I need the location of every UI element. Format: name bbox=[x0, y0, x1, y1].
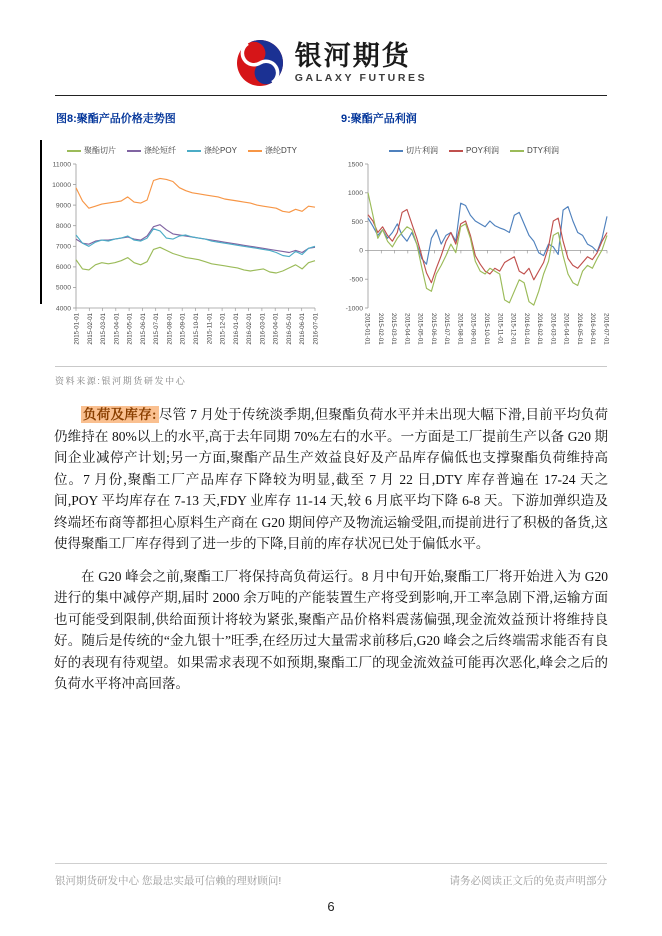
svg-text:2015-04-01: 2015-04-01 bbox=[403, 313, 411, 345]
legend-label: POY利润 bbox=[466, 146, 499, 155]
legend-label: 聚酯切片 bbox=[84, 146, 117, 155]
figure9-title: 9:聚酯产品利润 bbox=[341, 113, 417, 125]
svg-text:2016-07-01: 2016-07-01 bbox=[602, 313, 610, 345]
svg-text:2015-06-01: 2015-06-01 bbox=[139, 313, 147, 345]
legend-item bbox=[510, 145, 559, 156]
galaxy-futures-logo-icon bbox=[235, 38, 285, 88]
svg-text:2016-06-01: 2016-06-01 bbox=[589, 313, 597, 345]
svg-text:2015-03-01: 2015-03-01 bbox=[390, 313, 398, 345]
legend-item bbox=[67, 145, 116, 156]
svg-text:0: 0 bbox=[359, 247, 363, 255]
svg-text:2016-01-01: 2016-01-01 bbox=[522, 313, 530, 345]
header bbox=[0, 0, 662, 88]
svg-text:6000: 6000 bbox=[55, 264, 71, 272]
chart-legend bbox=[42, 145, 322, 156]
svg-text:2016-03-01: 2016-03-01 bbox=[259, 313, 267, 345]
legend-swatch bbox=[389, 150, 403, 152]
legend-swatch bbox=[187, 150, 201, 152]
svg-text:2016-01-01: 2016-01-01 bbox=[232, 313, 240, 345]
legend-swatch bbox=[248, 150, 262, 152]
svg-text:2016-04-01: 2016-04-01 bbox=[562, 313, 570, 345]
legend-swatch bbox=[67, 150, 81, 152]
svg-text:2015-10-01: 2015-10-01 bbox=[483, 313, 490, 345]
brand-text bbox=[295, 42, 427, 83]
svg-text:2015-08-01: 2015-08-01 bbox=[166, 313, 174, 345]
body-text bbox=[0, 404, 662, 695]
series-line bbox=[76, 178, 315, 212]
svg-text:2016-02-01: 2016-02-01 bbox=[246, 313, 254, 345]
svg-text:2015-09-01: 2015-09-01 bbox=[179, 313, 187, 345]
figure-titles-row bbox=[0, 110, 662, 126]
svg-text:2015-05-01: 2015-05-01 bbox=[416, 313, 424, 345]
svg-text:7000: 7000 bbox=[55, 243, 71, 251]
charts-row bbox=[0, 138, 662, 362]
svg-text:2016-07-01: 2016-07-01 bbox=[312, 313, 320, 345]
svg-text:-1000: -1000 bbox=[345, 305, 363, 313]
svg-text:2016-05-01: 2016-05-01 bbox=[285, 313, 293, 345]
svg-text:2015-09-01: 2015-09-01 bbox=[469, 313, 477, 345]
svg-text:2015-07-01: 2015-07-01 bbox=[443, 313, 451, 345]
svg-text:2015-12-01: 2015-12-01 bbox=[509, 313, 517, 345]
svg-text:9000: 9000 bbox=[55, 202, 71, 210]
svg-text:2015-12-01: 2015-12-01 bbox=[219, 313, 227, 345]
series-line bbox=[76, 229, 315, 257]
header-divider bbox=[55, 95, 607, 96]
footer-left-slogan: 银河期货研发中心 您最忠实最可信赖的理财顾问! bbox=[55, 875, 282, 887]
legend-label: 涤纶DTY bbox=[264, 146, 297, 155]
svg-text:2015-07-01: 2015-07-01 bbox=[153, 313, 161, 345]
data-source-note: 资料来源:银河期货研发中心 bbox=[55, 376, 187, 386]
svg-text:2015-02-01: 2015-02-01 bbox=[376, 313, 384, 345]
legend-item bbox=[389, 145, 438, 156]
highlighted-label: 负荷及库存: bbox=[83, 407, 157, 422]
legend-label: DTY利润 bbox=[526, 146, 559, 155]
svg-text:8000: 8000 bbox=[55, 223, 71, 230]
page-number: 6 bbox=[327, 899, 335, 914]
svg-text:2015-11-01: 2015-11-01 bbox=[496, 313, 504, 345]
figure8-title: 图8:聚酯产品价格走势图 bbox=[56, 113, 176, 125]
series-line bbox=[368, 203, 607, 264]
svg-text:500: 500 bbox=[351, 218, 363, 226]
svg-text:2015-11-01: 2015-11-01 bbox=[206, 313, 214, 345]
svg-text:2015-10-01: 2015-10-01 bbox=[193, 313, 200, 345]
chart-canvas bbox=[42, 138, 322, 360]
price-trend-chart bbox=[42, 138, 322, 362]
svg-text:2015-01-01: 2015-01-01 bbox=[363, 313, 371, 345]
svg-text:1000: 1000 bbox=[347, 190, 363, 198]
svg-text:2016-06-01: 2016-06-01 bbox=[299, 313, 307, 345]
footer-right-disclaimer: 请务必阅读正文后的免责声明部分 bbox=[449, 875, 607, 887]
paragraph-load-inventory bbox=[54, 404, 608, 555]
legend-label: 涤纶短纤 bbox=[144, 146, 177, 155]
brand-name-cn: 银河期货 bbox=[294, 41, 411, 72]
svg-text:11000: 11000 bbox=[52, 161, 71, 169]
svg-text:2015-03-01: 2015-03-01 bbox=[100, 313, 108, 345]
svg-text:4000: 4000 bbox=[55, 305, 71, 313]
legend-item bbox=[187, 145, 237, 156]
svg-text:2015-08-01: 2015-08-01 bbox=[456, 313, 464, 345]
legend-item bbox=[449, 145, 499, 156]
svg-text:-500: -500 bbox=[349, 276, 363, 284]
svg-text:1500: 1500 bbox=[347, 161, 363, 169]
svg-text:5000: 5000 bbox=[55, 284, 71, 292]
series-line bbox=[76, 225, 315, 253]
chart-canvas bbox=[334, 138, 614, 360]
svg-text:2016-05-01: 2016-05-01 bbox=[575, 313, 583, 345]
brand-name-en: GALAXY FUTURES bbox=[294, 71, 428, 84]
legend-swatch bbox=[510, 150, 524, 152]
svg-text:2015-02-01: 2015-02-01 bbox=[86, 313, 94, 345]
legend-item bbox=[127, 145, 176, 156]
legend-label: 涤纶POY bbox=[204, 146, 237, 155]
legend-swatch bbox=[127, 150, 141, 152]
svg-text:2016-03-01: 2016-03-01 bbox=[549, 313, 557, 345]
svg-text:10000: 10000 bbox=[52, 181, 71, 189]
legend-label: 切片利润 bbox=[406, 146, 439, 155]
legend-swatch bbox=[449, 150, 463, 152]
svg-text:2016-04-01: 2016-04-01 bbox=[272, 313, 280, 345]
svg-text:2015-04-01: 2015-04-01 bbox=[113, 313, 121, 345]
chart-left-edge-line bbox=[40, 140, 42, 304]
legend-item bbox=[248, 145, 297, 156]
source-divider bbox=[55, 366, 607, 367]
svg-text:2015-01-01: 2015-01-01 bbox=[73, 313, 81, 345]
profit-chart bbox=[334, 138, 614, 362]
series-line bbox=[368, 193, 607, 305]
svg-text:2015-05-01: 2015-05-01 bbox=[126, 313, 134, 345]
svg-text:2016-02-01: 2016-02-01 bbox=[536, 313, 544, 345]
chart-legend bbox=[334, 145, 614, 156]
paragraph-1-text: 尽管 7 月处于传统淡季期,但聚酯负荷水平并未出现大幅下滑,目前平均负荷仍维持在 80%以上的水平,高于去年同期 70%左右的水平。一方面是工厂提前生产以备 G20 期间企业减停产计划;另一方面,聚酯产品生产效益良好及产品库存偏低也支撑聚酯负荷维持高位。7 月份,聚酯工厂产品库存下降较为明显,截至 7 月 22 日,DTY 库存普遍在 17-24 天之间,POY 平均库存在 7-13 天,FDY 业库存 11-14 天,较 6 月底平均下降 6-8 天。下游加弹织造及终端坯布商等都担心原料生产商在 G20 期间停产及物流运输受阻,而提前进行了积极的备货,这使得聚酯工厂库存得到了进一步的下降,目前的库存状况已处于偏低水平。 bbox=[54, 407, 608, 551]
footer bbox=[55, 863, 607, 888]
svg-text:2015-06-01: 2015-06-01 bbox=[429, 313, 437, 345]
paragraph-g20-outlook: 在 G20 峰会之前,聚酯工厂将保持高负荷运行。8 月中旬开始,聚酯工厂将开始进入为 G20 进行的集中减停产期,届时 2000 余万吨的产能装置生产将受到影响,开工率急剧下滑,运输方面也可能受到限制,供给面预计将较为紧张,聚酯产品价格料震荡偏强,现金流效益预计将维持良好。随后是传统的“金九银十”旺季,在经历过大量需求前移后,G20 峰会之后终端需求能否有良好的表现有待观望。如果需求表现不如预期,聚酯工厂的现金流效益可能再次恶化,峰会之后的负荷水平将冲高回落。 bbox=[54, 568, 608, 691]
